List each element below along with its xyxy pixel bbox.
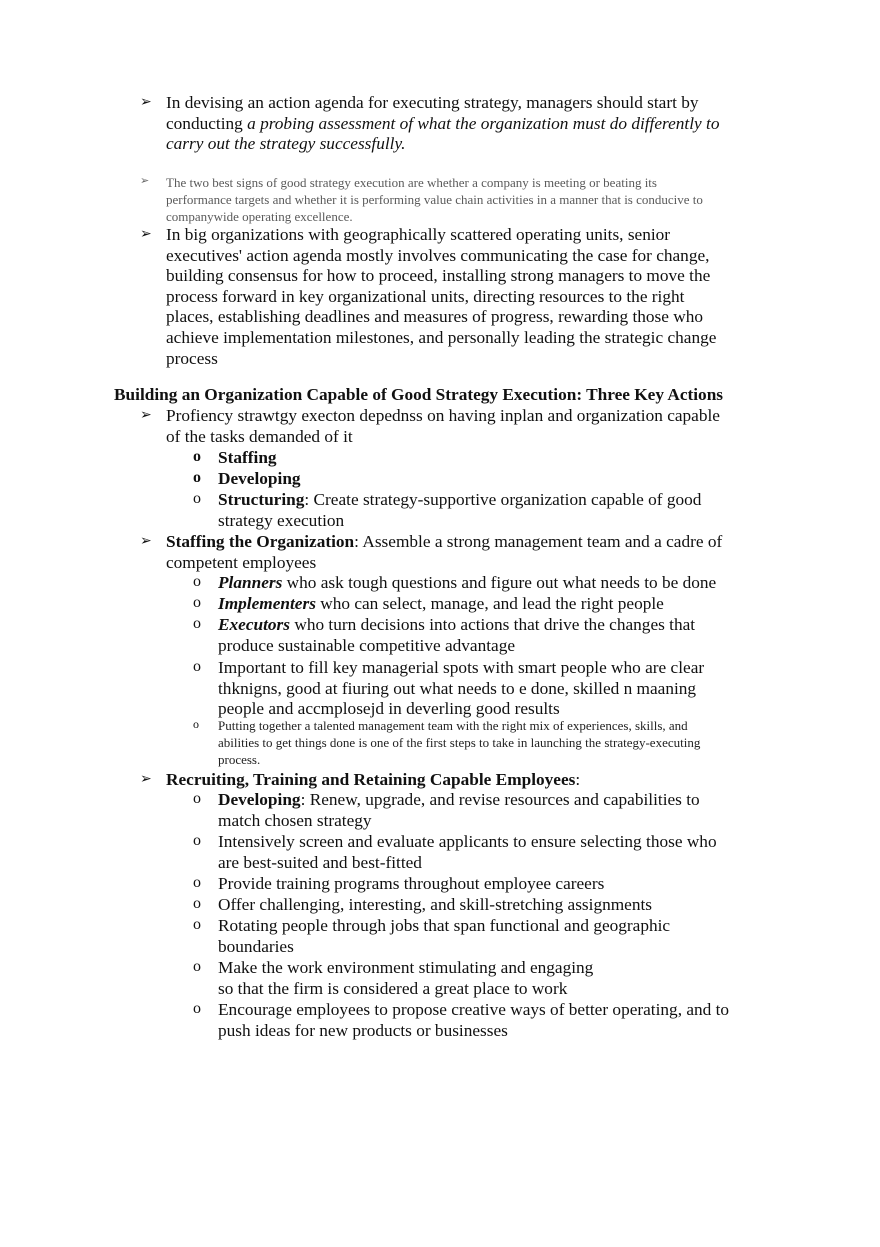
text-line: [218, 1021, 729, 1042]
text-line: [218, 1000, 729, 1021]
text-segment: :: [575, 770, 581, 789]
text-line: [166, 307, 716, 328]
text-segment: push ideas for new products or businesses: [218, 1020, 508, 1040]
text-segment: Profiency strawtgy execton depednss on having inplan and organization capable: [166, 406, 720, 425]
text-segment: are best-suited and best-fitted: [218, 852, 422, 872]
text-line: [218, 832, 717, 853]
text-segment: Rotating people through jobs that span functional and geographic: [218, 916, 671, 935]
sub-bullet-item: [193, 958, 594, 999]
text-segment: Offer challenging, interesting, and skill-stretching assignments: [218, 895, 653, 914]
text-line: [166, 246, 716, 267]
bullet-item: [140, 406, 720, 447]
text-line: [166, 225, 716, 246]
circle-bullet-icon: o: [193, 448, 201, 465]
bold-text: Developing: [218, 469, 301, 488]
section-heading: Building an Organization Capable of Good Strategy Execution: Three Key Actions: [114, 385, 724, 404]
text-line: [218, 448, 277, 469]
arrow-bullet-icon: ➢: [140, 95, 152, 110]
text-line: [166, 266, 716, 287]
text-segment: process forward in key organizational units, directing resources to the right: [166, 286, 685, 306]
bold-text: Staffing the Organization: [166, 532, 355, 551]
text-line: [218, 573, 716, 594]
sub-bullet-item: [193, 573, 717, 594]
bold-text: Implementers: [218, 594, 316, 613]
text-line: [218, 658, 704, 679]
text-line: [218, 937, 670, 958]
bullet-item: [140, 532, 723, 573]
arrow-bullet-icon: ➢: [140, 772, 152, 787]
text-segment: Putting together a talented management team with the right mix of experiences, skills, and: [218, 718, 688, 733]
circle-bullet-icon: o: [193, 895, 201, 912]
text-segment: boundaries: [218, 936, 294, 956]
text-line: [218, 490, 701, 511]
text-line: [218, 469, 301, 490]
sub-bullet-item: [193, 717, 701, 768]
text-segment: who turn decisions into actions that drive the changes that: [290, 615, 696, 634]
text-segment: process.: [218, 752, 261, 767]
sub-bullet-item: [193, 1000, 730, 1041]
text-segment: executives' action agenda mostly involves communicating the case for change,: [166, 245, 710, 265]
circle-bullet-icon: o: [193, 573, 201, 590]
text-line: [166, 349, 716, 370]
text-line: [218, 717, 700, 734]
circle-bullet-icon: o: [193, 1000, 201, 1017]
arrow-bullet-icon: ➢: [140, 227, 152, 242]
text-line: [218, 679, 704, 700]
text-segment: places, establishing deadlines and measures of progress, rewarding those who: [166, 307, 704, 327]
circle-bullet-icon: o: [193, 874, 201, 891]
text-line: [218, 734, 700, 751]
text-line: [218, 636, 695, 657]
text-line: [218, 853, 717, 874]
circle-bullet-icon: o: [193, 658, 201, 675]
sub-bullet-item: [193, 594, 664, 615]
bold-text: Executors: [218, 615, 291, 634]
circle-bullet-icon: o: [193, 490, 201, 507]
bullet-item: [140, 174, 703, 225]
text-segment: who ask tough questions and figure out what needs to be done: [282, 573, 717, 592]
text-segment: abilities to get things done is one of the first steps to take in launching the strategy-executing: [218, 735, 701, 750]
circle-bullet-icon: o: [193, 615, 201, 632]
sub-bullet-item: [193, 790, 700, 831]
text-segment: Encourage employees to propose creative ways of better operating, and to: [218, 1000, 730, 1019]
text-segment: building consensus for how to proceed, installing strong managers to move the: [166, 266, 711, 286]
sub-bullet-item: [193, 874, 605, 895]
text-line: [218, 790, 700, 811]
text-line: [166, 406, 720, 427]
text-segment: conducting: [166, 113, 248, 133]
text-line: [166, 532, 722, 553]
bullet-item: [140, 225, 717, 369]
text-segment: so that the firm is considered a great place to work: [218, 978, 568, 998]
text-line: [218, 916, 670, 937]
text-segment: The two best signs of good strategy execution are whether a company is meeting or beating its: [166, 175, 657, 190]
text-segment: In devising an action agenda for executing strategy, managers should start by: [166, 93, 699, 112]
circle-bullet-icon: o: [193, 916, 201, 933]
text-segment: process: [166, 348, 218, 368]
circle-bullet-icon: o: [193, 594, 201, 611]
text-line: [166, 287, 716, 308]
sub-bullet-item: [193, 490, 702, 531]
arrow-bullet-icon: ➢: [140, 408, 152, 423]
text-line: [218, 895, 652, 916]
text-line: [166, 191, 703, 208]
text-line: [218, 874, 604, 895]
sub-bullet-item: [193, 615, 696, 656]
sub-bullet-item: [193, 832, 717, 873]
italic-text: a probing assessment of what the organization must do differently to: [247, 113, 720, 133]
text-line: [218, 811, 700, 832]
text-line: [218, 594, 664, 615]
arrow-bullet-icon: ➢: [140, 534, 152, 549]
text-line: [166, 553, 722, 574]
text-line: [218, 979, 593, 1000]
sub-bullet-item: [193, 895, 653, 916]
text-line: [166, 174, 703, 191]
bold-text: Staffing: [218, 448, 277, 467]
bold-text: Structuring: [218, 490, 305, 509]
text-segment: match chosen strategy: [218, 810, 372, 830]
text-segment: Provide training programs throughout employee careers: [218, 874, 605, 893]
text-segment: people and accmplosejd in deverling good results: [218, 699, 560, 719]
text-segment: Intensively screen and evaluate applicants to ensure selecting those who: [218, 832, 717, 851]
text-line: [166, 134, 719, 155]
text-line: [218, 615, 695, 636]
circle-bullet-icon: o: [193, 717, 199, 731]
text-line: [166, 427, 720, 448]
text-segment: Important to fill key managerial spots with smart people who are clear: [218, 658, 705, 677]
circle-bullet-icon: o: [193, 469, 201, 486]
text-line: [166, 93, 719, 114]
bold-text: Planners: [218, 573, 283, 592]
sub-bullet-item: [193, 469, 301, 490]
text-segment: performance targets and whether it is performing value chain activities in a manner that is conducive to: [166, 192, 703, 207]
text-line: [218, 958, 593, 979]
bullet-item: [140, 93, 720, 155]
text-segment: achieve implementation milestones, and personally leading the strategic change: [166, 327, 717, 347]
arrow-bullet-icon: ➢: [140, 175, 150, 187]
text-segment: : Create strategy-supportive organization capable of good: [304, 490, 702, 509]
circle-bullet-icon: o: [193, 790, 201, 807]
text-segment: : Renew, upgrade, and revise resources and capabilities to: [300, 790, 700, 809]
text-segment: Make the work environment stimulating and engaging: [218, 958, 594, 977]
text-segment: companywide operating excellence.: [166, 209, 353, 224]
text-segment: In big organizations with geographically scattered operating units, senior: [166, 225, 671, 244]
bullet-item: [140, 770, 581, 791]
text-line: [166, 328, 716, 349]
text-line: [166, 114, 719, 135]
italic-text: carry out the strategy successfully.: [166, 134, 406, 154]
text-line: [218, 751, 700, 768]
text-segment: produce sustainable competitive advantage: [218, 635, 516, 655]
circle-bullet-icon: o: [193, 832, 201, 849]
sub-bullet-item: [193, 658, 705, 720]
text-line: [218, 511, 701, 532]
text-segment: who can select, manage, and lead the right people: [315, 594, 664, 613]
bold-text: Developing: [218, 790, 301, 809]
text-segment: strategy execution: [218, 510, 345, 530]
text-segment: competent employees: [166, 552, 317, 572]
circle-bullet-icon: o: [193, 958, 201, 975]
text-segment: thknigns, good at fiuring out what needs to e done, skilled n maaning: [218, 678, 697, 698]
text-line: [166, 770, 580, 791]
text-segment: : Assemble a strong management team and a cadre of: [354, 532, 723, 551]
sub-bullet-item: [193, 448, 277, 469]
bold-text: Recruiting, Training and Retaining Capable Employees: [166, 770, 576, 789]
text-line: [166, 208, 703, 225]
text-segment: of the tasks demanded of it: [166, 426, 353, 446]
sub-bullet-item: [193, 916, 671, 957]
